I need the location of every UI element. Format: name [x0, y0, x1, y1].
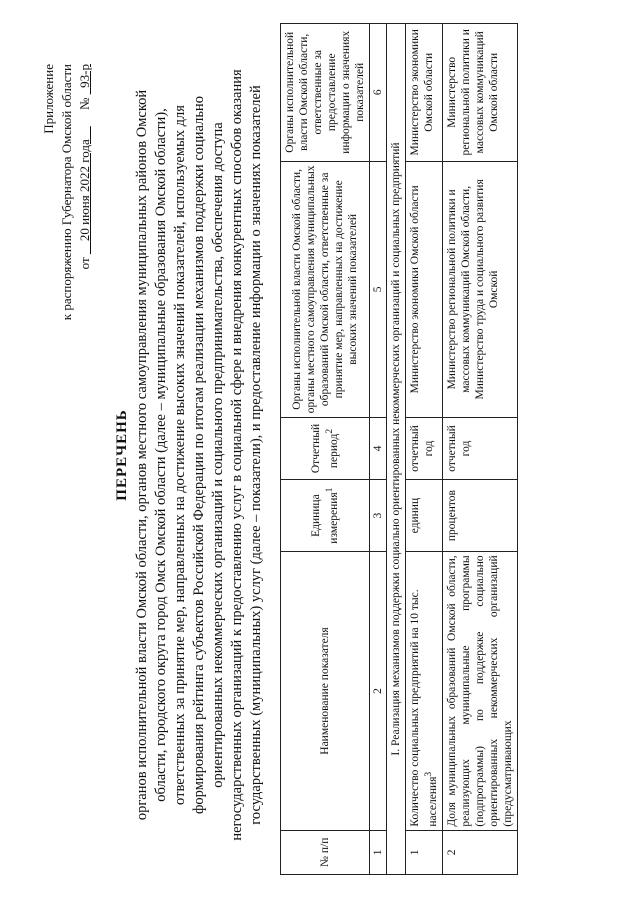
column-number-row [370, 24, 387, 875]
row-indicator-name: Доля муниципальных образований Омской области, реализующих муниципальные программы (подпрограммы) по поддержке социально ориентированных некоммерческих организаций (предусматривающих [442, 552, 517, 830]
appendix-date-line [76, 64, 94, 324]
header-period: Отчетный период$^2$ [281, 418, 370, 480]
document-heading: ПЕРЕЧЕНЬ [114, 409, 130, 501]
column-number: 2 [370, 552, 387, 830]
header-unit: Единица измерения$^1$ [281, 479, 370, 552]
date-value: 20 июня 2022 года [77, 139, 92, 242]
column-number: 1 [370, 830, 387, 874]
document-title [113, 65, 266, 845]
number-prefix: № [77, 97, 92, 110]
column-number: 3 [370, 479, 387, 552]
section-title: I. Реализация механизмов поддержки социально ориентированных некоммерческих организаций и социальных предприятий [387, 24, 406, 875]
document-description: органов исполнительной власти Омской области, органов местного самоуправления муниципальных районов Омской области, городского округа город Омск Омской области (далее – муниципальные образования Омской области), ответственных за принятие мер, направленных на достижение высоких значений показателей, используемых для формирования рейтинга субъектов Российской Федерации по итогам реализации механизмов поддержки социально ориентированных некоммерческих организаций и социального предпринимательства, обеспечения доступа негосударственных организаций к предоставлению услуг в социальной сфере и внедрения конкурентных способов оказания государственных (муниципальных) услуг (далее – показатели), и предоставление информации о значениях показателей [134, 69, 264, 841]
row-period: отчетный год [442, 418, 517, 480]
row-reporting: Министерство экономики Омской области [406, 24, 443, 162]
row-indicator-name: Количество социальных предприятий на 10 тыс. населения$^3$ [406, 552, 443, 830]
table-row [442, 24, 517, 875]
appendix-line: к распоряжению Губернатора Омской области [59, 64, 74, 321]
row-number: 2 [442, 830, 517, 874]
section-row [387, 24, 406, 875]
table-row [406, 24, 443, 875]
row-unit: единиц [406, 479, 443, 552]
column-number: 4 [370, 418, 387, 480]
column-number: 5 [370, 161, 387, 418]
appendix-title: Приложение [41, 64, 56, 134]
row-responsible: Министерство экономики Омской области [406, 161, 443, 418]
header-responsible: Органы исполнительной власти Омской области, органы местного самоуправления муниципальных образований Омской области, ответственные за принятие мер, направленных на достижение высоких значений показателей [281, 161, 370, 418]
appendix-header [40, 64, 94, 324]
header-number: № п/п [281, 830, 370, 874]
row-reporting: Министерство региональной политики и массовых коммуникаций Омской области [442, 24, 517, 162]
table-header-row [281, 24, 370, 875]
row-unit: процентов [442, 479, 517, 552]
row-number: 1 [406, 830, 443, 874]
header-indicator-name: Наименование показателя [281, 552, 370, 830]
row-period: отчетный год [406, 418, 443, 480]
number-value: 93-р [77, 64, 92, 88]
column-number: 6 [370, 24, 387, 162]
header-reporting: Органы исполнительной власти Омской области, ответственные за предоставление информации о значениях показателей [281, 24, 370, 162]
indicators-table [280, 23, 518, 875]
date-prefix: от [77, 257, 92, 270]
row-responsible: Министерство региональной политики и массовых коммуникаций Омской области, Министерство труда и социального развития Омской [442, 161, 517, 418]
